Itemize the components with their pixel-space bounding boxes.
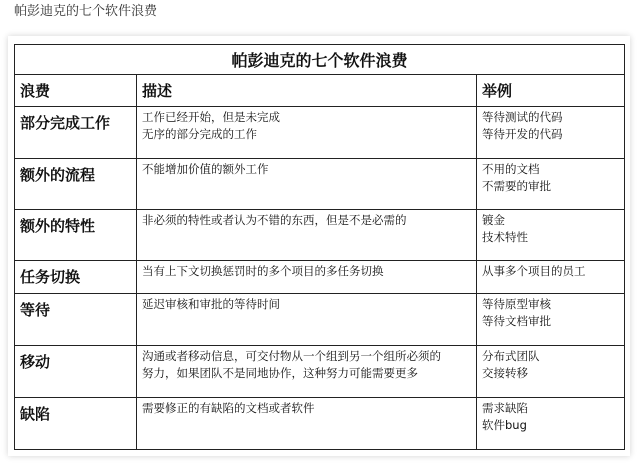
table-card (8, 36, 630, 456)
example-line: 等待开发的代码 (482, 127, 563, 141)
waste-examples (477, 294, 625, 346)
table-row (15, 346, 625, 398)
table-title: 帕彭迪克的七个软件浪费 (15, 45, 625, 75)
waste-description (137, 261, 477, 294)
waste-name: 缺陷 (15, 398, 137, 450)
example-line: 分布式团队 (482, 349, 540, 363)
header-waste: 浪费 (15, 75, 137, 107)
waste-name: 任务切换 (15, 261, 137, 294)
waste-examples (477, 159, 625, 210)
table-row (15, 210, 625, 261)
waste-description (137, 346, 477, 398)
example-line: 从事多个项目的员工 (482, 264, 586, 278)
example-line: 等待测试的代码 (482, 110, 563, 124)
waste-examples (477, 210, 625, 261)
example-line: 软件bug (482, 418, 527, 432)
waste-name: 额外的流程 (15, 159, 137, 210)
waste-examples (477, 107, 625, 159)
example-line: 等待文档审批 (482, 314, 551, 328)
description-line: 努力，如果团队不是同地协作，这种努力可能需要更多 (142, 366, 418, 380)
description-line: 工作已经开始，但是未完成 (142, 110, 280, 124)
example-line: 镀金 (482, 213, 505, 227)
waste-description (137, 210, 477, 261)
header-examples: 举例 (477, 75, 625, 107)
example-line: 需求缺陷 (482, 401, 528, 415)
example-line: 不需要的审批 (482, 179, 551, 193)
description-line: 需要修正的有缺陷的文档或者软件 (142, 401, 315, 415)
table-row (15, 107, 625, 159)
description-line: 无序的部分完成的工作 (142, 127, 257, 141)
header-description: 描述 (137, 75, 477, 107)
waste-name: 等待 (15, 294, 137, 346)
waste-name: 部分完成工作 (15, 107, 137, 159)
example-line: 不用的文档 (482, 162, 540, 176)
waste-name: 移动 (15, 346, 137, 398)
example-line: 等待原型审核 (482, 297, 551, 311)
waste-examples (477, 261, 625, 294)
waste-examples (477, 398, 625, 450)
example-line: 交接转移 (482, 366, 528, 380)
waste-table (14, 44, 625, 450)
table-row (15, 261, 625, 294)
image-caption: 帕彭迪克的七个软件浪费 (14, 4, 158, 19)
waste-name: 额外的特性 (15, 210, 137, 261)
description-line: 沟通或者移动信息，可交付物从一个组到另一个组所必须的 (142, 349, 441, 363)
example-line: 技术特性 (482, 230, 528, 244)
waste-description (137, 107, 477, 159)
table-row (15, 294, 625, 346)
waste-description (137, 159, 477, 210)
description-line: 不能增加价值的额外工作 (142, 162, 269, 176)
description-line: 延迟审核和审批的等待时间 (142, 297, 280, 311)
header-row (15, 75, 625, 107)
waste-description (137, 398, 477, 450)
table-row (15, 398, 625, 450)
table-row (15, 159, 625, 210)
waste-examples (477, 346, 625, 398)
description-line: 非必须的特性或者认为不错的东西，但是不是必需的 (142, 213, 407, 227)
waste-description (137, 294, 477, 346)
description-line: 当有上下文切换惩罚时的多个项目的多任务切换 (142, 264, 384, 278)
